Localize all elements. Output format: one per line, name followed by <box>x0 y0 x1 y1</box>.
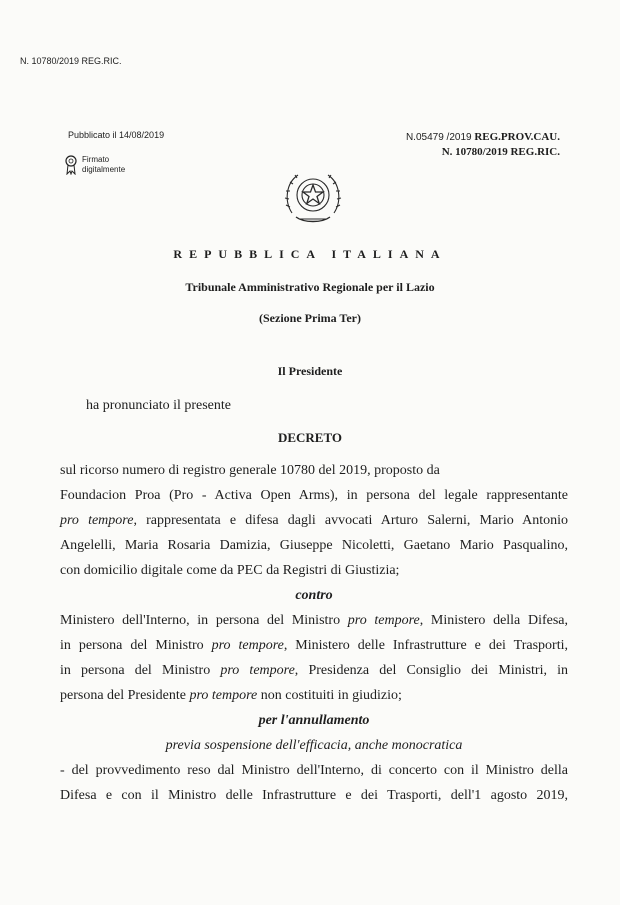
il-presidente: Il Presidente <box>277 364 343 378</box>
ricorso-line: sul ricorso numero di registro generale 10780 del 2019, proposto da <box>60 463 440 478</box>
repubblica-italiana: REPUBBLICA ITALIANA <box>173 247 447 261</box>
header-reg-ric-top: N. 10780/2019 REG.RIC. <box>20 56 122 66</box>
republic-emblem-icon <box>282 165 344 229</box>
italic-text: pro tempore <box>60 513 134 528</box>
text: in persona del Ministro <box>60 663 221 678</box>
text: , Presidenza del Consiglio dei Ministri, in <box>294 663 568 678</box>
text: in persona del Ministro <box>60 638 212 653</box>
italic-text: pro tempore <box>211 638 284 653</box>
contro-heading: contro <box>295 588 333 603</box>
ricorso-line: Angelelli, Maria Rosaria Damizia, Giuseppe Nicoletti, Gaetano Mario Pasqualino, <box>60 538 568 553</box>
text: persona del Presidente <box>60 688 190 703</box>
firmato-digitalmente <box>64 155 125 175</box>
text: Ministero dell'Interno, in persona del Ministro <box>60 613 348 628</box>
ricorso-line: con domicilio digitale come da PEC da Registri di Giustizia; <box>60 563 400 578</box>
ricorso-paragraph <box>60 458 568 583</box>
reg-ric-number: N. 10780/2019 REG.RIC. <box>441 146 560 158</box>
annullamento-subheading: previa sospensione dell'efficacia, anche monocratica <box>165 738 463 753</box>
reg-prov-block <box>406 130 560 160</box>
pronunciato-text: ha pronunciato il presente <box>86 398 232 413</box>
contro-line <box>60 683 568 708</box>
annullamento-heading: per l'annullamento <box>258 713 370 728</box>
contro-line <box>60 633 568 658</box>
annullamento-line: Difesa e con il Ministro delle Infrastrutture e dei Trasporti, dell'1 agosto 2019, <box>60 788 568 803</box>
ricorso-line <box>60 508 568 533</box>
decreto-heading: DECRETO <box>277 430 343 445</box>
contro-line <box>60 608 568 633</box>
text: , Ministero della Difesa, <box>419 613 568 628</box>
tribunale-name: Tribunale Amministrativo Regionale per il Lazio <box>185 280 435 294</box>
text: , Ministero delle Infrastrutture e dei Trasporti, <box>283 638 568 653</box>
sezione: (Sezione Prima Ter) <box>259 311 361 325</box>
ricorso-line: Foundacion Proa (Pro - Activa Open Arms), in persona del legale rappresentante <box>60 488 568 503</box>
italic-text: pro tempore <box>189 688 258 703</box>
reg-prov-label: REG.PROV.CAU. <box>474 131 560 143</box>
contro-line <box>60 658 568 683</box>
pubblicato-date: Pubblicato il 14/08/2019 <box>68 130 165 140</box>
firmato-line2: digitalmente <box>82 165 126 174</box>
contro-section <box>60 583 568 708</box>
italic-text: pro tempore <box>347 613 420 628</box>
annullamento-line: - del provvedimento reso dal Ministro dell'Interno, di concerto con il Ministro della <box>60 763 568 778</box>
italic-text: pro tempore <box>220 663 295 678</box>
ribbon-seal-icon <box>64 155 78 175</box>
reg-prov-number: N.05479 /2019 <box>405 132 472 143</box>
firmato-line1: Firmato <box>82 155 110 164</box>
text: non costituiti in giudizio; <box>257 688 402 703</box>
annullamento-section <box>60 708 568 808</box>
ricorso-line-rest: , rappresentata e difesa dagli avvocati Arturo Salerni, Mario Antonio <box>133 513 568 528</box>
